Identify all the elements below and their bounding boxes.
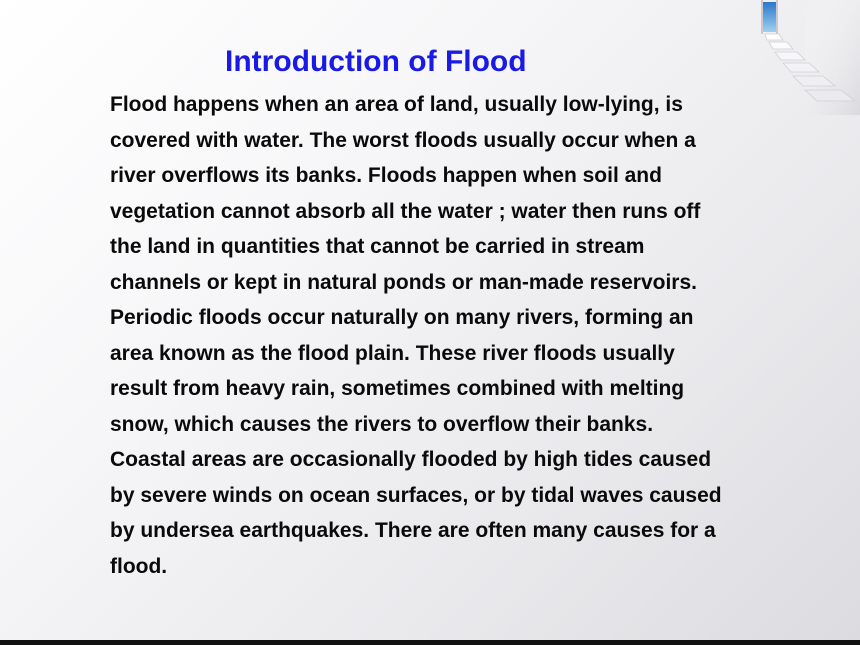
bottom-rule bbox=[0, 640, 860, 645]
body-line: by severe winds on ocean surfaces, or by tidal waves caused bbox=[110, 483, 722, 507]
body-line: flood. bbox=[110, 554, 168, 578]
body-line: covered with water. The worst floods usually occur when a bbox=[110, 128, 696, 152]
body-line: river overflows its banks. Floods happen when soil and bbox=[110, 164, 662, 187]
slide-body-text bbox=[110, 87, 830, 584]
body-line: the land in quantities that cannot be carried in stream bbox=[110, 235, 645, 258]
body-line: area known as the flood plain. These river floods usually bbox=[110, 341, 675, 365]
body-line: channels or kept in natural ponds or man-made reservoirs. bbox=[110, 270, 697, 294]
body-line: by undersea earthquakes. There are often many causes for a bbox=[110, 519, 716, 542]
body-line: vegetation cannot absorb all the water ; water then runs off bbox=[110, 199, 701, 223]
body-line: snow, which causes the rivers to overflow their banks. bbox=[110, 412, 654, 436]
body-line: Flood happens when an area of land, usually low-lying, is bbox=[110, 93, 683, 116]
body-line: Coastal areas are occasionally flooded by high tides caused bbox=[110, 448, 712, 471]
body-line: result from heavy rain, sometimes combined with melting bbox=[110, 377, 685, 400]
body-line: Periodic floods occur naturally on many rivers, forming an bbox=[110, 306, 694, 329]
slide-title: Introduction of Flood bbox=[225, 45, 527, 78]
